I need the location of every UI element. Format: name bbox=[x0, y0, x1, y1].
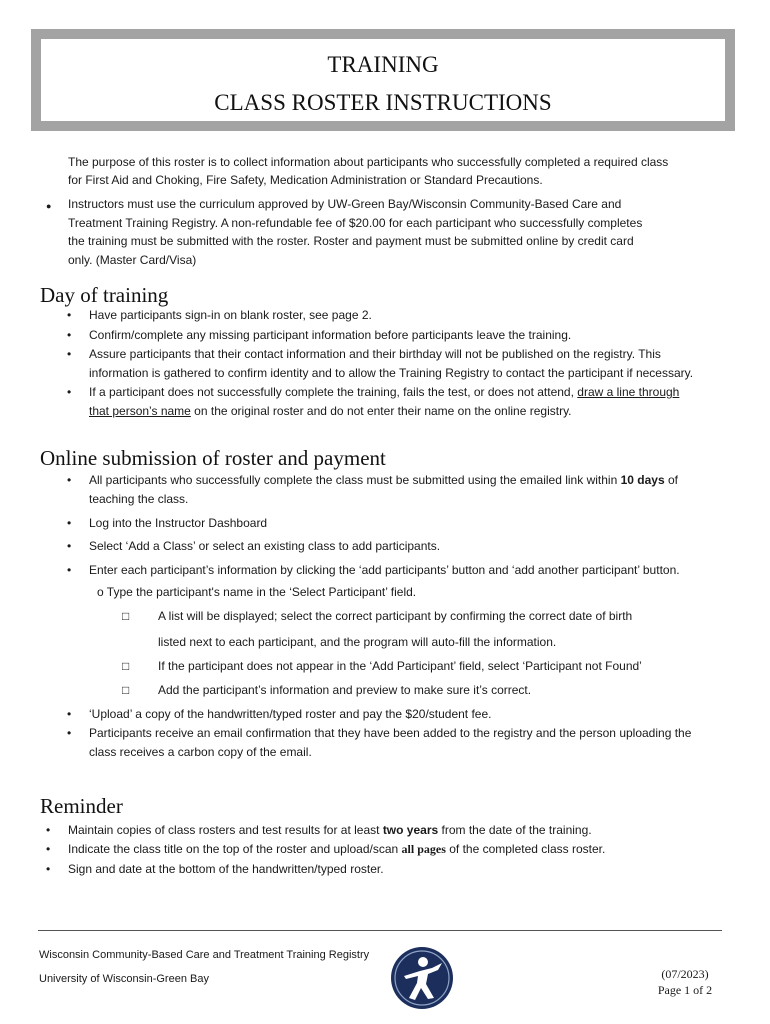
online-bullet-1-bold: 10 days bbox=[620, 473, 665, 487]
intro-line-1: The purpose of this roster is to collect information about participants who successfully completed a required class bbox=[68, 155, 669, 169]
day-bullet-4 bbox=[67, 383, 757, 420]
online-heading: Online submission of roster and payment bbox=[40, 446, 386, 470]
bullet-icon: • bbox=[46, 862, 51, 876]
reminder-bullet-2-text-a: Indicate the class title on the top of the roster and upload/scan bbox=[68, 842, 402, 856]
title-box bbox=[31, 29, 735, 131]
online-square-item-1-line-2: listed next to each participant, and the program will auto-fill the information. bbox=[158, 634, 557, 649]
online-bullet-3-text: Select ‘Add a Class’ or select an existing class to add participants. bbox=[89, 539, 441, 553]
day-bullet-4-underline-a: draw a line through bbox=[577, 385, 680, 399]
day-bullet-4-underline-b: that person’s name bbox=[89, 403, 191, 418]
online-bullet-5 bbox=[67, 705, 757, 724]
online-bullet-4 bbox=[67, 561, 757, 580]
online-square-item-2 bbox=[122, 657, 742, 676]
reminder-bullet-2 bbox=[46, 840, 746, 859]
reminder-bullet-2-bold: all pages bbox=[401, 842, 446, 856]
title-line-2: CLASS ROSTER INSTRUCTIONS bbox=[214, 90, 552, 115]
intro-bullet-line-4: only. (Master Card/Visa) bbox=[68, 252, 197, 267]
bullet-icon: • bbox=[67, 563, 72, 577]
checkbox-square-icon: □ bbox=[122, 659, 130, 673]
online-bullet-6-line-2: class receives a carbon copy of the email. bbox=[89, 744, 312, 759]
footer-page: Page 1 of 2 bbox=[657, 983, 713, 997]
title-inner bbox=[41, 39, 725, 121]
reminder-bullet-3-text: Sign and date at the bottom of the handwritten/typed roster. bbox=[68, 862, 384, 876]
intro-bullet-line-3: the training must be submitted with the roster. Roster and payment must be submitted online by credit card bbox=[68, 234, 634, 248]
bullet-icon: • bbox=[67, 707, 72, 721]
intro-bullet-line-2: Treatment Training Registry. A non-refundable fee of $20.00 for each participant who successfully completes bbox=[68, 215, 643, 230]
bullet-icon: • bbox=[67, 385, 72, 399]
online-square-item-3-text: Add the participant’s information and preview to make sure it’s correct. bbox=[158, 683, 532, 697]
online-square-item-1-line-1: A list will be displayed; select the correct participant by confirming the correct date of birth bbox=[158, 609, 633, 623]
bullet-icon: ● bbox=[46, 201, 52, 211]
online-square-item-2-text: If the participant does not appear in the ‘Add Participant’ field, select ‘Participant not Found’ bbox=[158, 659, 642, 673]
bullet-icon: • bbox=[67, 308, 72, 322]
reminder-bullet-1 bbox=[46, 821, 746, 840]
day-bullet-3-line-2: information is gathered to confirm identity and to allow the Training Registry to contact the participant if necessary. bbox=[89, 365, 694, 380]
online-bullet-6 bbox=[67, 724, 757, 761]
online-bullet-6-line-1: Participants receive an email confirmation that they have been added to the registry and the person uploading the bbox=[89, 726, 692, 740]
online-square-item-3 bbox=[122, 681, 742, 700]
intro-paragraph bbox=[68, 153, 668, 190]
day-bullet-4-text-b: on the original roster and do not enter their name on the online registry. bbox=[190, 403, 572, 418]
bullet-icon: • bbox=[46, 842, 51, 856]
online-bullet-1-line-2: teaching the class. bbox=[89, 491, 189, 506]
online-bullet-4-text: Enter each participant’s information by clicking the ‘add participants’ button and ‘add another participant’ button. bbox=[89, 563, 680, 577]
day-bullet-4-text-a: If a participant does not successfully complete the training, fails the test, or does not attend, bbox=[89, 385, 578, 399]
day-bullet-2-text: Confirm/complete any missing participant information before participants leave the training. bbox=[89, 328, 572, 342]
reminder-bullet-1-bold: two years bbox=[382, 823, 439, 837]
bullet-icon: • bbox=[46, 823, 51, 837]
bullet-icon: • bbox=[67, 473, 72, 487]
footer-divider bbox=[38, 930, 722, 931]
online-bullet-5-text: ‘Upload’ a copy of the handwritten/typed roster and pay the $20/student fee. bbox=[89, 707, 492, 721]
bullet-icon: • bbox=[67, 726, 72, 740]
online-bullet-3 bbox=[67, 537, 757, 556]
title-line-1: TRAINING bbox=[327, 52, 439, 77]
footer-university: University of Wisconsin-Green Bay bbox=[39, 973, 209, 985]
online-bullet-1-text-b: of bbox=[664, 473, 678, 487]
online-bullet-2-text: Log into the Instructor Dashboard bbox=[89, 516, 268, 530]
footer-org: Wisconsin Community-Based Care and Treatment Training Registry bbox=[39, 949, 370, 961]
reminder-bullet-3 bbox=[46, 860, 746, 879]
online-bullet-1-text-a: All participants who successfully complete the class must be submitted using the emailed link within bbox=[89, 473, 621, 487]
day-bullet-3 bbox=[67, 345, 757, 382]
footer-date: (07/2023) bbox=[661, 967, 709, 981]
day-bullet-3-line-1: Assure participants that their contact information and their birthday will not be published on the registry. This bbox=[89, 347, 661, 361]
checkbox-square-icon: □ bbox=[122, 609, 130, 623]
reminder-heading: Reminder bbox=[40, 794, 123, 818]
intro-line-2: for First Aid and Choking, Fire Safety, Medication Administration or Standard Precautions. bbox=[68, 173, 543, 188]
bullet-icon: • bbox=[67, 516, 72, 530]
intro-bullet bbox=[46, 195, 746, 269]
registry-logo-icon bbox=[390, 946, 454, 1010]
bullet-icon: • bbox=[67, 347, 72, 361]
reminder-bullet-2-text-b: of the completed class roster. bbox=[445, 842, 606, 856]
online-bullet-2 bbox=[67, 514, 757, 533]
reminder-bullet-1-text-b: from the date of the training. bbox=[438, 823, 592, 837]
day-bullet-1-text: Have participants sign-in on blank roster, see page 2. bbox=[89, 308, 372, 322]
day-bullet-2 bbox=[67, 326, 757, 345]
online-sub-item: o Type the participant's name in the ‘Select Participant’ field. bbox=[97, 585, 417, 599]
online-square-item-1 bbox=[122, 607, 742, 651]
bullet-icon: • bbox=[67, 328, 72, 342]
reminder-bullet-1-text-a: Maintain copies of class rosters and test results for at least bbox=[68, 823, 383, 837]
checkbox-square-icon: □ bbox=[122, 683, 130, 697]
bullet-icon: • bbox=[67, 539, 72, 553]
day-heading: Day of training bbox=[40, 283, 169, 307]
intro-bullet-line-1: Instructors must use the curriculum approved by UW-Green Bay/Wisconsin Community-Based Care and bbox=[68, 197, 622, 211]
day-bullet-1 bbox=[67, 306, 757, 325]
online-bullet-1 bbox=[67, 471, 757, 508]
